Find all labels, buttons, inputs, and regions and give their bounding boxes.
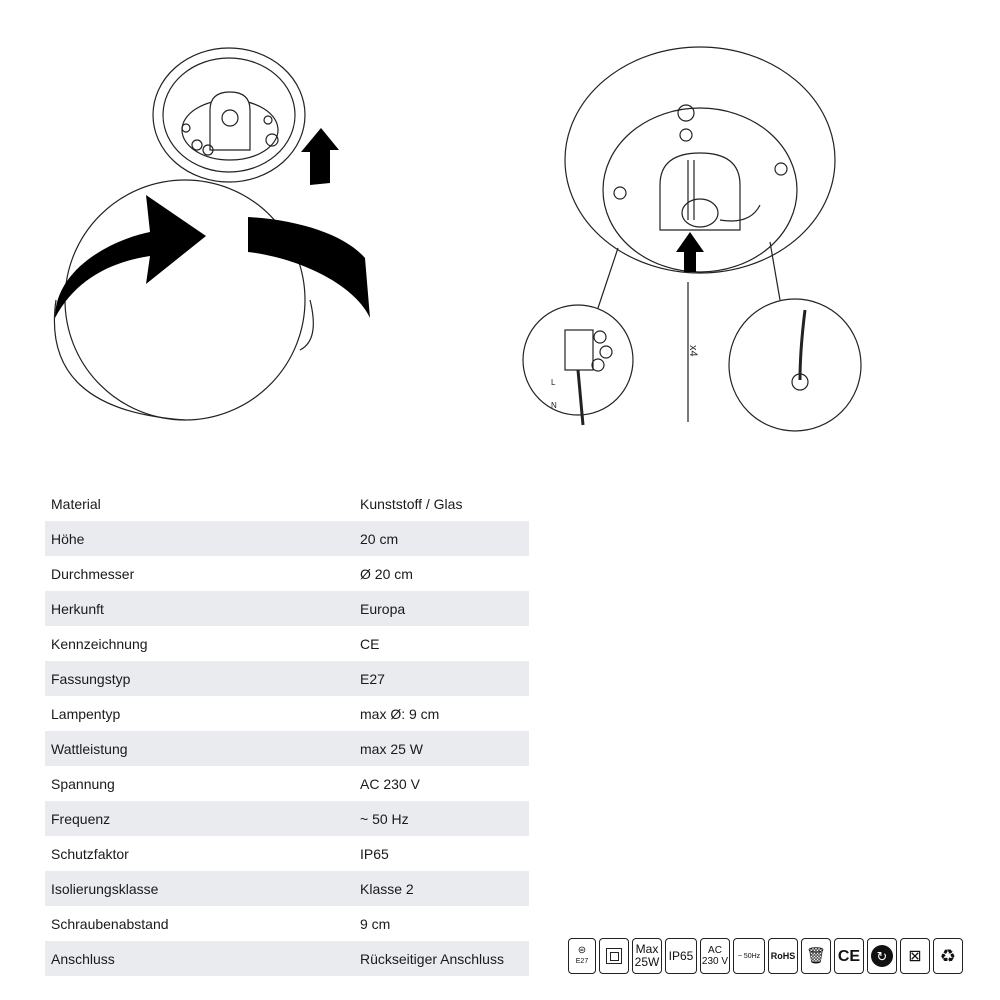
spec-value: max Ø: 9 cm xyxy=(360,705,440,722)
spec-label: Fassungstyp xyxy=(51,670,131,687)
spec-value: 9 cm xyxy=(360,915,391,932)
spec-value: max 25 W xyxy=(360,740,424,757)
installation-illustrations xyxy=(0,0,1000,460)
frequency-icon: ~ 50Hz xyxy=(733,938,765,974)
spec-row xyxy=(45,941,529,976)
spec-row xyxy=(45,486,529,521)
spec-row xyxy=(45,766,529,801)
ip65-icon: IP65 xyxy=(665,938,697,974)
spec-label: Spannung xyxy=(51,775,115,792)
wire-label-n: N xyxy=(551,401,557,410)
up-arrow-icon xyxy=(301,128,339,185)
spec-row xyxy=(45,836,529,871)
spec-label: Kennzeichnung xyxy=(51,635,148,652)
spec-row xyxy=(45,731,529,766)
spec-value: ~ 50 Hz xyxy=(360,810,409,827)
spec-row xyxy=(45,871,529,906)
e27-socket-icon: ⊜ E27 xyxy=(568,938,596,974)
spec-value: Kunststoff / Glas xyxy=(360,495,463,512)
spec-value: Europa xyxy=(360,600,406,617)
recycle-icon: ♻ xyxy=(933,938,963,974)
spec-label: Herkunft xyxy=(51,600,104,617)
spec-row xyxy=(45,521,529,556)
max-wattage-icon: Max 25W xyxy=(632,938,662,974)
spec-label: Schraubenabstand xyxy=(51,915,169,932)
spec-value: AC 230 V xyxy=(360,775,420,792)
green-dot-icon: ↻ xyxy=(867,938,897,974)
spec-row xyxy=(45,801,529,836)
spec-value: E27 xyxy=(360,670,385,687)
spec-label: Isolierungsklasse xyxy=(51,880,159,897)
spec-label: Anschluss xyxy=(51,950,115,967)
spec-row xyxy=(45,591,529,626)
spec-row xyxy=(45,556,529,591)
spec-value: Rückseitiger Anschluss xyxy=(360,950,504,967)
spec-label: Frequenz xyxy=(51,810,111,827)
spec-value: 20 cm xyxy=(360,530,399,547)
spec-label: Wattleistung xyxy=(51,740,128,757)
spec-row xyxy=(45,906,529,941)
spec-label: Höhe xyxy=(51,530,85,547)
spec-row xyxy=(45,626,529,661)
spec-row xyxy=(45,696,529,731)
spec-table xyxy=(45,486,529,976)
spec-value: Ø 20 cm xyxy=(360,565,413,582)
waste-bin-icon: 🗑 xyxy=(801,938,831,974)
rohs-icon: RoHS xyxy=(768,938,798,974)
class-ii-icon xyxy=(599,938,629,974)
spec-label: Durchmesser xyxy=(51,565,135,582)
certification-icon-row xyxy=(568,938,963,974)
spec-label: Material xyxy=(51,495,101,512)
spec-value: CE xyxy=(360,635,380,652)
ac-voltage-icon: AC 230 V xyxy=(700,938,730,974)
screw-count-label: x4 xyxy=(687,345,699,357)
spec-value: Klasse 2 xyxy=(360,880,414,897)
crossed-bin-icon: ⊠ xyxy=(900,938,930,974)
wire-label-l: L xyxy=(551,378,556,387)
spec-value: IP65 xyxy=(360,845,389,862)
ce-mark-icon: CE xyxy=(834,938,864,974)
spec-row xyxy=(45,661,529,696)
spec-label: Schutzfaktor xyxy=(51,845,129,862)
spec-label: Lampentyp xyxy=(51,705,121,722)
